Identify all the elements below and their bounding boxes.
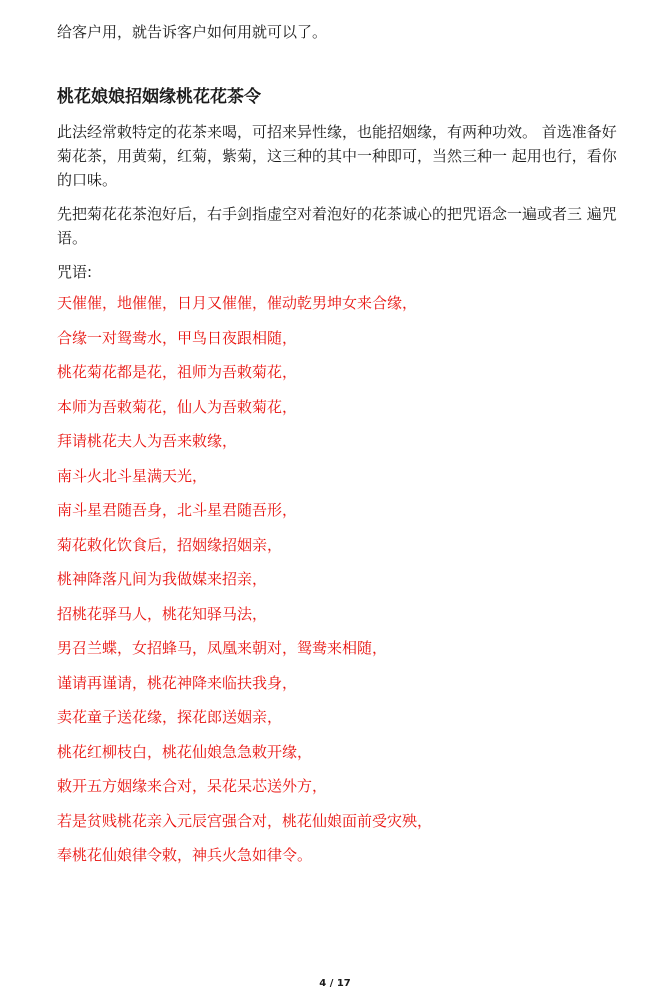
chant-line: 招桃花驿马人，桃花知驿马法，: [57, 604, 268, 623]
chant-line: 卖花童子送花缘，探花郎送姻亲，: [57, 708, 283, 726]
page-content: [57, 20, 617, 879]
paragraph-1: 此法经常敕特定的花茶来喝，可招来异性缘，也能招姻缘，有两种功效。 首选准备好菊花茶，用黄菊，红菊，紫菊，这三种的其中一种即可，当然三种一 起用也行，看你的口味。: [57, 123, 617, 189]
chant-line: 本师为吾敕菊花，仙人为吾敕菊花，: [57, 397, 298, 416]
chant-label: 咒语:: [57, 263, 93, 281]
chant-line: 拜请桃花夫人为吾来敕缘，: [57, 432, 238, 450]
chant-line: 若是贫贱桃花亲入元辰宫强合对，桃花仙娘面前受灾殃，: [57, 811, 433, 830]
chant-line: 敕开五方姻缘来合对，呆花呆芯送外方，: [57, 777, 328, 795]
chant-line: 桃花菊花都是花，祖师为吾敕菊花，: [57, 363, 298, 381]
chant-line: 合缘一对鸳鸯水，甲鸟日夜跟相随，: [57, 328, 298, 347]
chant-line: 南斗星君随吾身，北斗星君随吾形，: [57, 501, 298, 519]
chant-line: 南斗火北斗星满天光，: [57, 466, 208, 485]
chant-line: 谨请再谨请，桃花神降来临扶我身，: [57, 673, 298, 692]
section-title: 桃花娘娘招姻缘桃花花茶令: [57, 87, 261, 107]
page-number: 4 / 17: [319, 978, 351, 989]
chant-line: 菊花敕化饮食后，招姻缘招姻亲，: [57, 535, 283, 554]
chant-line: 桃花红柳枝白，桃花仙娘急急敕开缘，: [57, 742, 313, 761]
chant-lines: [57, 292, 617, 866]
chant-line: 男召兰蝶，女招蜂马，凤凰来朝对，鸳鸯来相随，: [57, 639, 388, 657]
chant-line: 天催催，地催催，日月又催催，催动乾男坤女来合缘，: [57, 294, 418, 312]
chant-line: 桃神降落凡间为我做媒来招亲，: [57, 570, 268, 588]
chant-line: 奉桃花仙娘律令敕，神兵火急如律令。: [57, 846, 313, 864]
paragraph-2: 先把菊花花茶泡好后，右手剑指虚空对着泡好的花茶诚心的把咒语念一遍或者三 遍咒语。: [57, 205, 617, 247]
intro-text: 给客户用，就告诉客户如何用就可以了。: [57, 23, 328, 41]
